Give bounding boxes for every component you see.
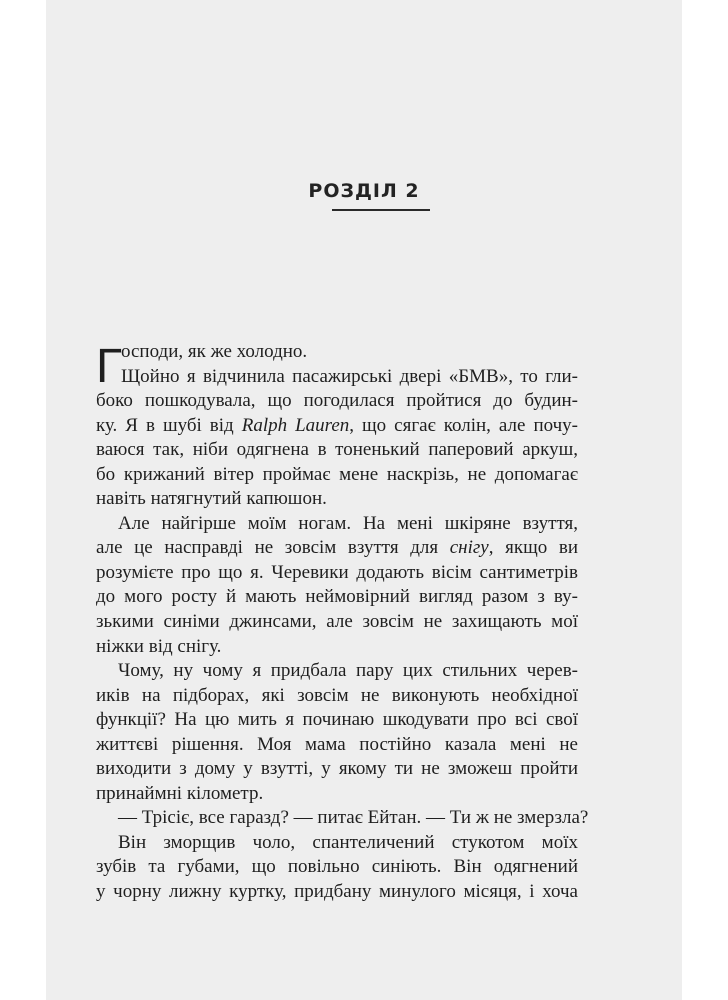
text-line: осподи, як же холодно.: [121, 341, 308, 362]
body-text: [96, 340, 589, 905]
text-line: Щойно я відчинила пасажирські двері «БМВ», то гли-: [121, 365, 578, 387]
chapter-heading-rule: [332, 209, 430, 211]
text-segment: , якщо ви: [488, 537, 578, 559]
text-line: життєві рішення. Моя мама постійно казала мені не: [96, 733, 578, 755]
text-segment: , що сягає колін, але почу-: [349, 414, 579, 436]
text-line: розумієте про що я. Черевики додають вісім сантиметрів: [96, 561, 578, 583]
text-line: [96, 536, 578, 561]
text-line: бо крижаний вітер проймає мене наскрізь, не допомагає: [96, 463, 578, 485]
text-line: функції? На цю мить я починаю шкодувати про всі свої: [96, 709, 578, 731]
text-segment: але це насправді не зовсім взуття для: [96, 537, 450, 559]
chapter-heading: РОЗДІЛ 2: [308, 180, 420, 202]
text-line: зькими синіми джинсами, але зовсім не захищають мої: [96, 611, 578, 633]
text-line: виходити з дому у взутті, у якому ти не зможеш пройти: [96, 758, 578, 780]
text-line: у чорну лижну куртку, придбану минулого місяця, і хоча: [96, 881, 578, 903]
text-line: ваюся так, ніби одягнена в тоненький паперовий аркуш,: [96, 439, 578, 461]
text-line: Але найгірше моїм ногам. На мені шкіряне взуття,: [118, 512, 578, 534]
text-line: Він зморщив чоло, спантеличений стукотом моїх: [118, 831, 578, 853]
text-line: Чому, ну чому я придбала пару цих стильних черев-: [118, 660, 578, 682]
text-line: — Трісіє, все гаразд? — питає Ейтан. — Ти ж не змерзла?: [118, 807, 589, 829]
text-line: до мого росту й мають неймовірний вигляд разом з ву-: [96, 586, 578, 608]
text-line: боко пошкодувала, що погодилася пройтися до будин-: [96, 390, 578, 412]
text-line: навіть натягнутий капюшон.: [96, 488, 327, 510]
drop-cap: Г: [96, 340, 122, 393]
italic-text: Ralph Lauren: [241, 414, 350, 436]
text-line: иків на підборах, які зовсім не виконують необхідної: [96, 684, 578, 706]
text-line: [96, 414, 578, 439]
text-segment: ку. Я в шубі від: [96, 414, 242, 436]
text-line: принаймні кілометр.: [96, 782, 264, 804]
italic-text: снігу: [449, 537, 489, 559]
text-line: ніжки від снігу.: [96, 635, 222, 657]
text-line: зубів та губами, що повільно синіють. Він одягнений: [96, 856, 578, 878]
